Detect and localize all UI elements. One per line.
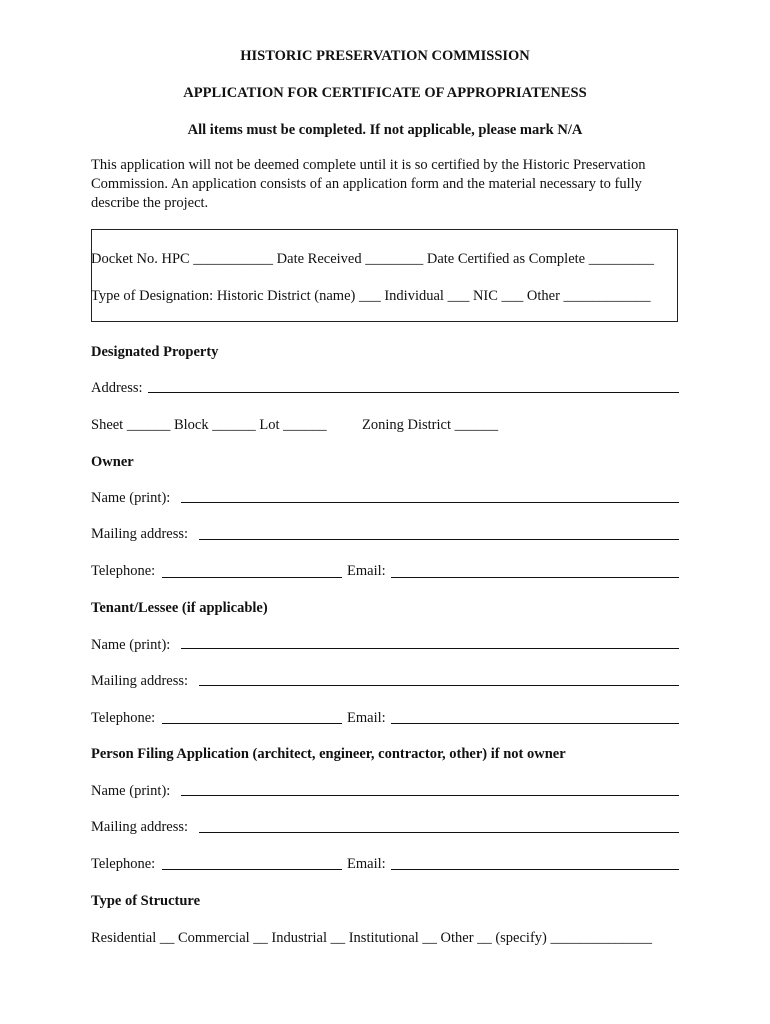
zoning-district-line[interactable]: Zoning District ______ [362, 417, 499, 433]
tenant-mailing-field[interactable] [199, 685, 679, 686]
structure-heading: Type of Structure [91, 893, 201, 909]
filer-telephone-label: Telephone: [91, 856, 156, 872]
owner-email-label: Email: [347, 563, 386, 579]
tenant-email-label: Email: [347, 710, 386, 726]
owner-name-field[interactable] [181, 502, 679, 503]
tenant-name-label: Name (print): [91, 637, 171, 653]
owner-telephone-field[interactable] [162, 577, 342, 578]
tenant-name-field[interactable] [181, 648, 679, 649]
owner-mailing-label: Mailing address: [91, 526, 189, 542]
designation-type-line[interactable]: Type of Designation: Historic District (name) ___ Individual ___ NIC ___ Other ____________ [91, 288, 651, 304]
filer-email-label: Email: [347, 856, 386, 872]
filer-name-label: Name (print): [91, 783, 171, 799]
filer-telephone-field[interactable] [162, 869, 342, 870]
sheet-block-lot-line[interactable]: Sheet ______ Block ______ Lot ______ [91, 417, 327, 433]
address-label: Address: [91, 380, 143, 396]
docket-line[interactable]: Docket No. HPC ___________ Date Received ________ Date Certified as Complete _________ [91, 251, 654, 267]
owner-email-field[interactable] [391, 577, 679, 578]
office-use-box [91, 229, 678, 322]
address-field[interactable] [148, 392, 679, 393]
intro-line-2: Commission. An application consists of an application form and the material necessary to fully [91, 176, 642, 192]
instruction-text: All items must be completed. If not applicable, please mark N/A [187, 122, 583, 138]
owner-telephone-label: Telephone: [91, 563, 156, 579]
owner-mailing-field[interactable] [199, 539, 679, 540]
filer-mailing-field[interactable] [199, 832, 679, 833]
tenant-mailing-label: Mailing address: [91, 673, 189, 689]
tenant-heading: Tenant/Lessee (if applicable) [91, 600, 268, 616]
page-title: HISTORIC PRESERVATION COMMISSION [240, 48, 530, 64]
owner-name-label: Name (print): [91, 490, 171, 506]
filer-heading: Person Filing Application (architect, engineer, contractor, other) if not owner [91, 746, 566, 762]
intro-line-1: This application will not be deemed complete until it is so certified by the Historic Preservation [91, 157, 646, 173]
filer-email-field[interactable] [391, 869, 679, 870]
tenant-email-field[interactable] [391, 723, 679, 724]
structure-options-line[interactable]: Residential __ Commercial __ Industrial __ Institutional __ Other __ (specify) ______________ [91, 930, 652, 946]
filer-name-field[interactable] [181, 795, 679, 796]
designated-property-heading: Designated Property [91, 344, 219, 360]
owner-heading: Owner [91, 454, 134, 470]
tenant-telephone-field[interactable] [162, 723, 342, 724]
tenant-telephone-label: Telephone: [91, 710, 156, 726]
intro-line-3: describe the project. [91, 195, 209, 211]
filer-mailing-label: Mailing address: [91, 819, 189, 835]
page-subtitle: APPLICATION FOR CERTIFICATE OF APPROPRIATENESS [183, 85, 587, 101]
